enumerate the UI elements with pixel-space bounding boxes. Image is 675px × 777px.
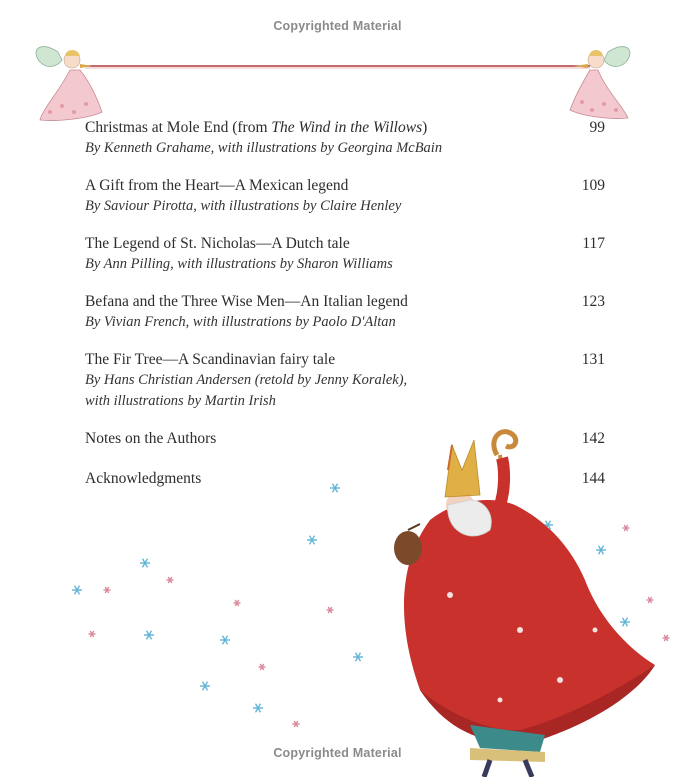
toc-entry-page: 99 — [589, 119, 605, 136]
snowflake-icon — [647, 597, 654, 603]
toc-entry — [85, 176, 605, 217]
snowflake-icon — [623, 525, 630, 531]
header-garland — [0, 0, 675, 130]
toc-entry-byline: By Vivian French, with illustrations by Paolo D'Altan — [85, 314, 396, 330]
table-of-contents — [85, 118, 605, 509]
toc-entry-page: 117 — [582, 235, 605, 252]
toc-entry — [85, 292, 605, 333]
snowflake-icon — [663, 635, 670, 641]
toc-entry-byline: with illustrations by Martin Irish — [85, 393, 276, 409]
snowflake-icon — [234, 600, 241, 606]
toc-entry — [85, 469, 605, 489]
snowflake-icon — [327, 607, 334, 613]
right-angel-icon — [570, 47, 630, 119]
snowflake-icon — [307, 536, 317, 545]
toc-entry-title: The Fir Tree—A Scandinavian fairy tale — [85, 351, 336, 368]
snowflake-icon — [259, 664, 266, 670]
left-angel-icon — [36, 47, 102, 121]
header-copyright: Copyrighted Material — [273, 19, 402, 33]
snowflake-icon — [167, 577, 174, 583]
snowflake-icon — [140, 559, 150, 568]
toc-entry-title: Befana and the Three Wise Men—An Italian legend — [85, 293, 408, 310]
snowflake-icon — [293, 721, 300, 727]
toc-entry-page: 109 — [581, 177, 605, 194]
snowflake-icon — [543, 521, 553, 530]
toc-entry-title: A Gift from the Heart—A Mexican legend — [85, 177, 349, 194]
snowflake-icon — [620, 618, 630, 627]
toc-entry-page: 142 — [581, 430, 605, 447]
toc-entry-page: 144 — [581, 470, 605, 487]
footer-copyright: Copyrighted Material — [273, 746, 402, 760]
snowflake-icon — [253, 704, 263, 713]
snowflake-icon — [104, 587, 111, 593]
toc-entry — [85, 429, 605, 449]
snowflake-icon — [585, 651, 595, 660]
toc-entry-title: Notes on the Authors — [85, 430, 217, 447]
toc-entry — [85, 118, 605, 159]
snowflake-icon — [89, 631, 96, 637]
toc-entry-byline: By Hans Christian Andersen (retold by Jenny Koralek), — [85, 372, 408, 388]
toc-entry-byline: By Kenneth Grahame, with illustrations by Georgina McBain — [85, 140, 443, 156]
snowflake-icon — [72, 586, 82, 595]
toc-entry — [85, 234, 605, 275]
toc-entry-title: The Legend of St. Nicholas—A Dutch tale — [85, 235, 350, 252]
toc-entry-byline: By Ann Pilling, with illustrations by Sharon Williams — [85, 256, 393, 272]
snowflake-icon — [200, 682, 210, 691]
snowflake-icon — [144, 631, 154, 640]
snowflake-icon — [220, 636, 230, 645]
snowflake-icon — [353, 653, 363, 662]
snowflake-icon — [596, 546, 606, 555]
toc-entry-byline: By Saviour Pirotta, with illustrations by Claire Henley — [85, 198, 402, 214]
toc-entry-title: Christmas at Mole End (from The Wind in the Willows) — [85, 119, 428, 136]
toc-entry — [85, 350, 605, 412]
toc-entry-page: 123 — [581, 293, 605, 310]
snowfall — [72, 484, 670, 727]
toc-entry-title: Acknowledgments — [85, 470, 202, 487]
toc-entry-page: 131 — [581, 351, 605, 368]
